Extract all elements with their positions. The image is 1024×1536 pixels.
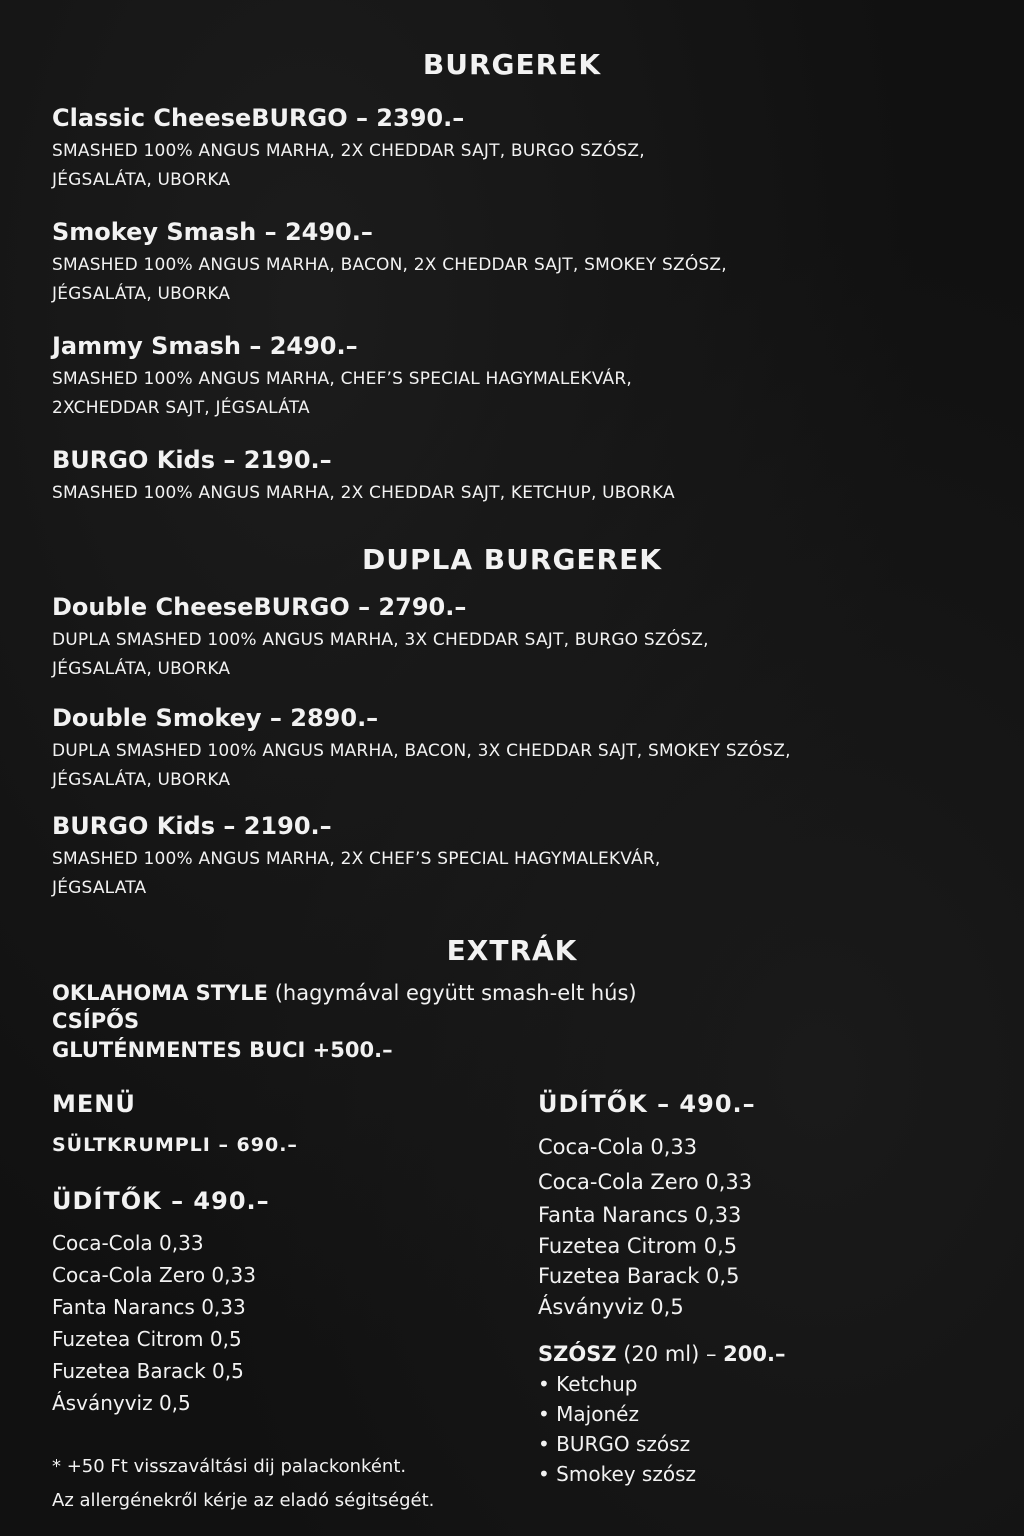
list-item: • Smokey szósz [538, 1462, 697, 1486]
drinks-list-right [538, 1130, 752, 1323]
item-name: Jammy Smash – 2490.– [52, 332, 358, 360]
item-name: Classic CheeseBURGO – 2390.– [52, 104, 465, 132]
section-title-burgers: BURGEREK [422, 48, 602, 81]
menu-item [52, 103, 982, 195]
item-name: BURGO Kids – 2190.– [52, 812, 332, 840]
list-item: Fuzetea Barack 0,5 [52, 1359, 244, 1383]
list-item: Ásványviz 0,5 [538, 1295, 684, 1319]
menu-item [52, 811, 982, 903]
list-item: Coca-Cola Zero 0,33 [538, 1170, 753, 1194]
deposit-note: * +50 Ft visszaváltási dij palackonként. [52, 1456, 407, 1477]
list-item: Ásványviz 0,5 [52, 1391, 191, 1415]
item-desc: SMASHED 100% ANGUS MARHA, BACON, 2X CHEDDAR SAJT, SMOKEY SZÓSZ, JÉGSALÁTA, UBORKA [52, 255, 727, 304]
extra-glutenfree: GLUTÉNMENTES BUCI +500.– [52, 1038, 393, 1062]
list-item: Fanta Narancs 0,33 [52, 1295, 246, 1319]
item-name: BURGO Kids – 2190.– [52, 446, 332, 474]
menu-item [52, 445, 982, 508]
list-item: Fuzetea Barack 0,5 [538, 1264, 740, 1288]
item-desc: SMASHED 100% ANGUS MARHA, 2X CHEDDAR SAJT, BURGO SZÓSZ, JÉGSALÁTA, UBORKA [52, 141, 645, 190]
item-name: Smokey Smash – 2490.– [52, 218, 373, 246]
item-desc: SMASHED 100% ANGUS MARHA, CHEF’S SPECIAL HAGYMALEKVÁR, 2XCHEDDAR SAJT, JÉGSALÁTA [52, 369, 633, 418]
item-desc: SMASHED 100% ANGUS MARHA, 2X CHEF’S SPECIAL HAGYMALEKVÁR, JÉGSALATA [52, 849, 661, 898]
item-desc: DUPLA SMASHED 100% ANGUS MARHA, 3X CHEDDAR SAJT, BURGO SZÓSZ, JÉGSALÁTA, UBORKA [52, 630, 709, 679]
sauce-list [538, 1369, 696, 1489]
list-item: Coca-Cola 0,33 [538, 1135, 698, 1159]
list-item: Fanta Narancs 0,33 [538, 1203, 742, 1227]
list-item: Coca-Cola 0,33 [52, 1231, 204, 1255]
drinks-title-right: ÜDÍTŐK – 490.– [538, 1090, 756, 1118]
section-title-double: DUPLA BURGEREK [362, 543, 662, 576]
menu-item [52, 703, 982, 795]
menu-item [52, 217, 982, 309]
extra-oklahoma: OKLAHOMA STYLE (hagymával együtt smash-elt hús) [52, 981, 637, 1005]
item-name: Double Smokey – 2890.– [52, 704, 379, 732]
menu-title: MENÜ [52, 1090, 136, 1118]
list-item: • BURGO szósz [538, 1432, 691, 1456]
drinks-list [52, 1227, 256, 1419]
fries-price: SÜLTKRUMPLI – 690.– [52, 1134, 298, 1156]
list-item: • Majonéz [538, 1402, 639, 1426]
item-desc: SMASHED 100% ANGUS MARHA, 2X CHEDDAR SAJT, KETCHUP, UBORKA [52, 483, 675, 503]
item-desc: DUPLA SMASHED 100% ANGUS MARHA, BACON, 3X CHEDDAR SAJT, SMOKEY SZÓSZ, JÉGSALÁTA, UBORKA [52, 741, 791, 790]
menu-item [52, 331, 982, 423]
sauce-title: SZÓSZ (20 ml) – 200.– [538, 1342, 786, 1366]
menu-item [52, 592, 982, 684]
extra-spicy: CSÍPŐS [52, 1009, 140, 1033]
item-name: Double CheeseBURGO – 2790.– [52, 593, 467, 621]
list-item: • Ketchup [538, 1372, 638, 1396]
list-item: Coca-Cola Zero 0,33 [52, 1263, 256, 1287]
section-title-extras: EXTRÁK [446, 934, 578, 967]
list-item: Fuzetea Citrom 0,5 [52, 1327, 242, 1351]
drinks-title: ÜDÍTŐK – 490.– [52, 1187, 270, 1215]
list-item: Fuzetea Citrom 0,5 [538, 1234, 738, 1258]
allergen-note: Az allergénekről kérje az eladó ségitségét. [52, 1490, 435, 1511]
